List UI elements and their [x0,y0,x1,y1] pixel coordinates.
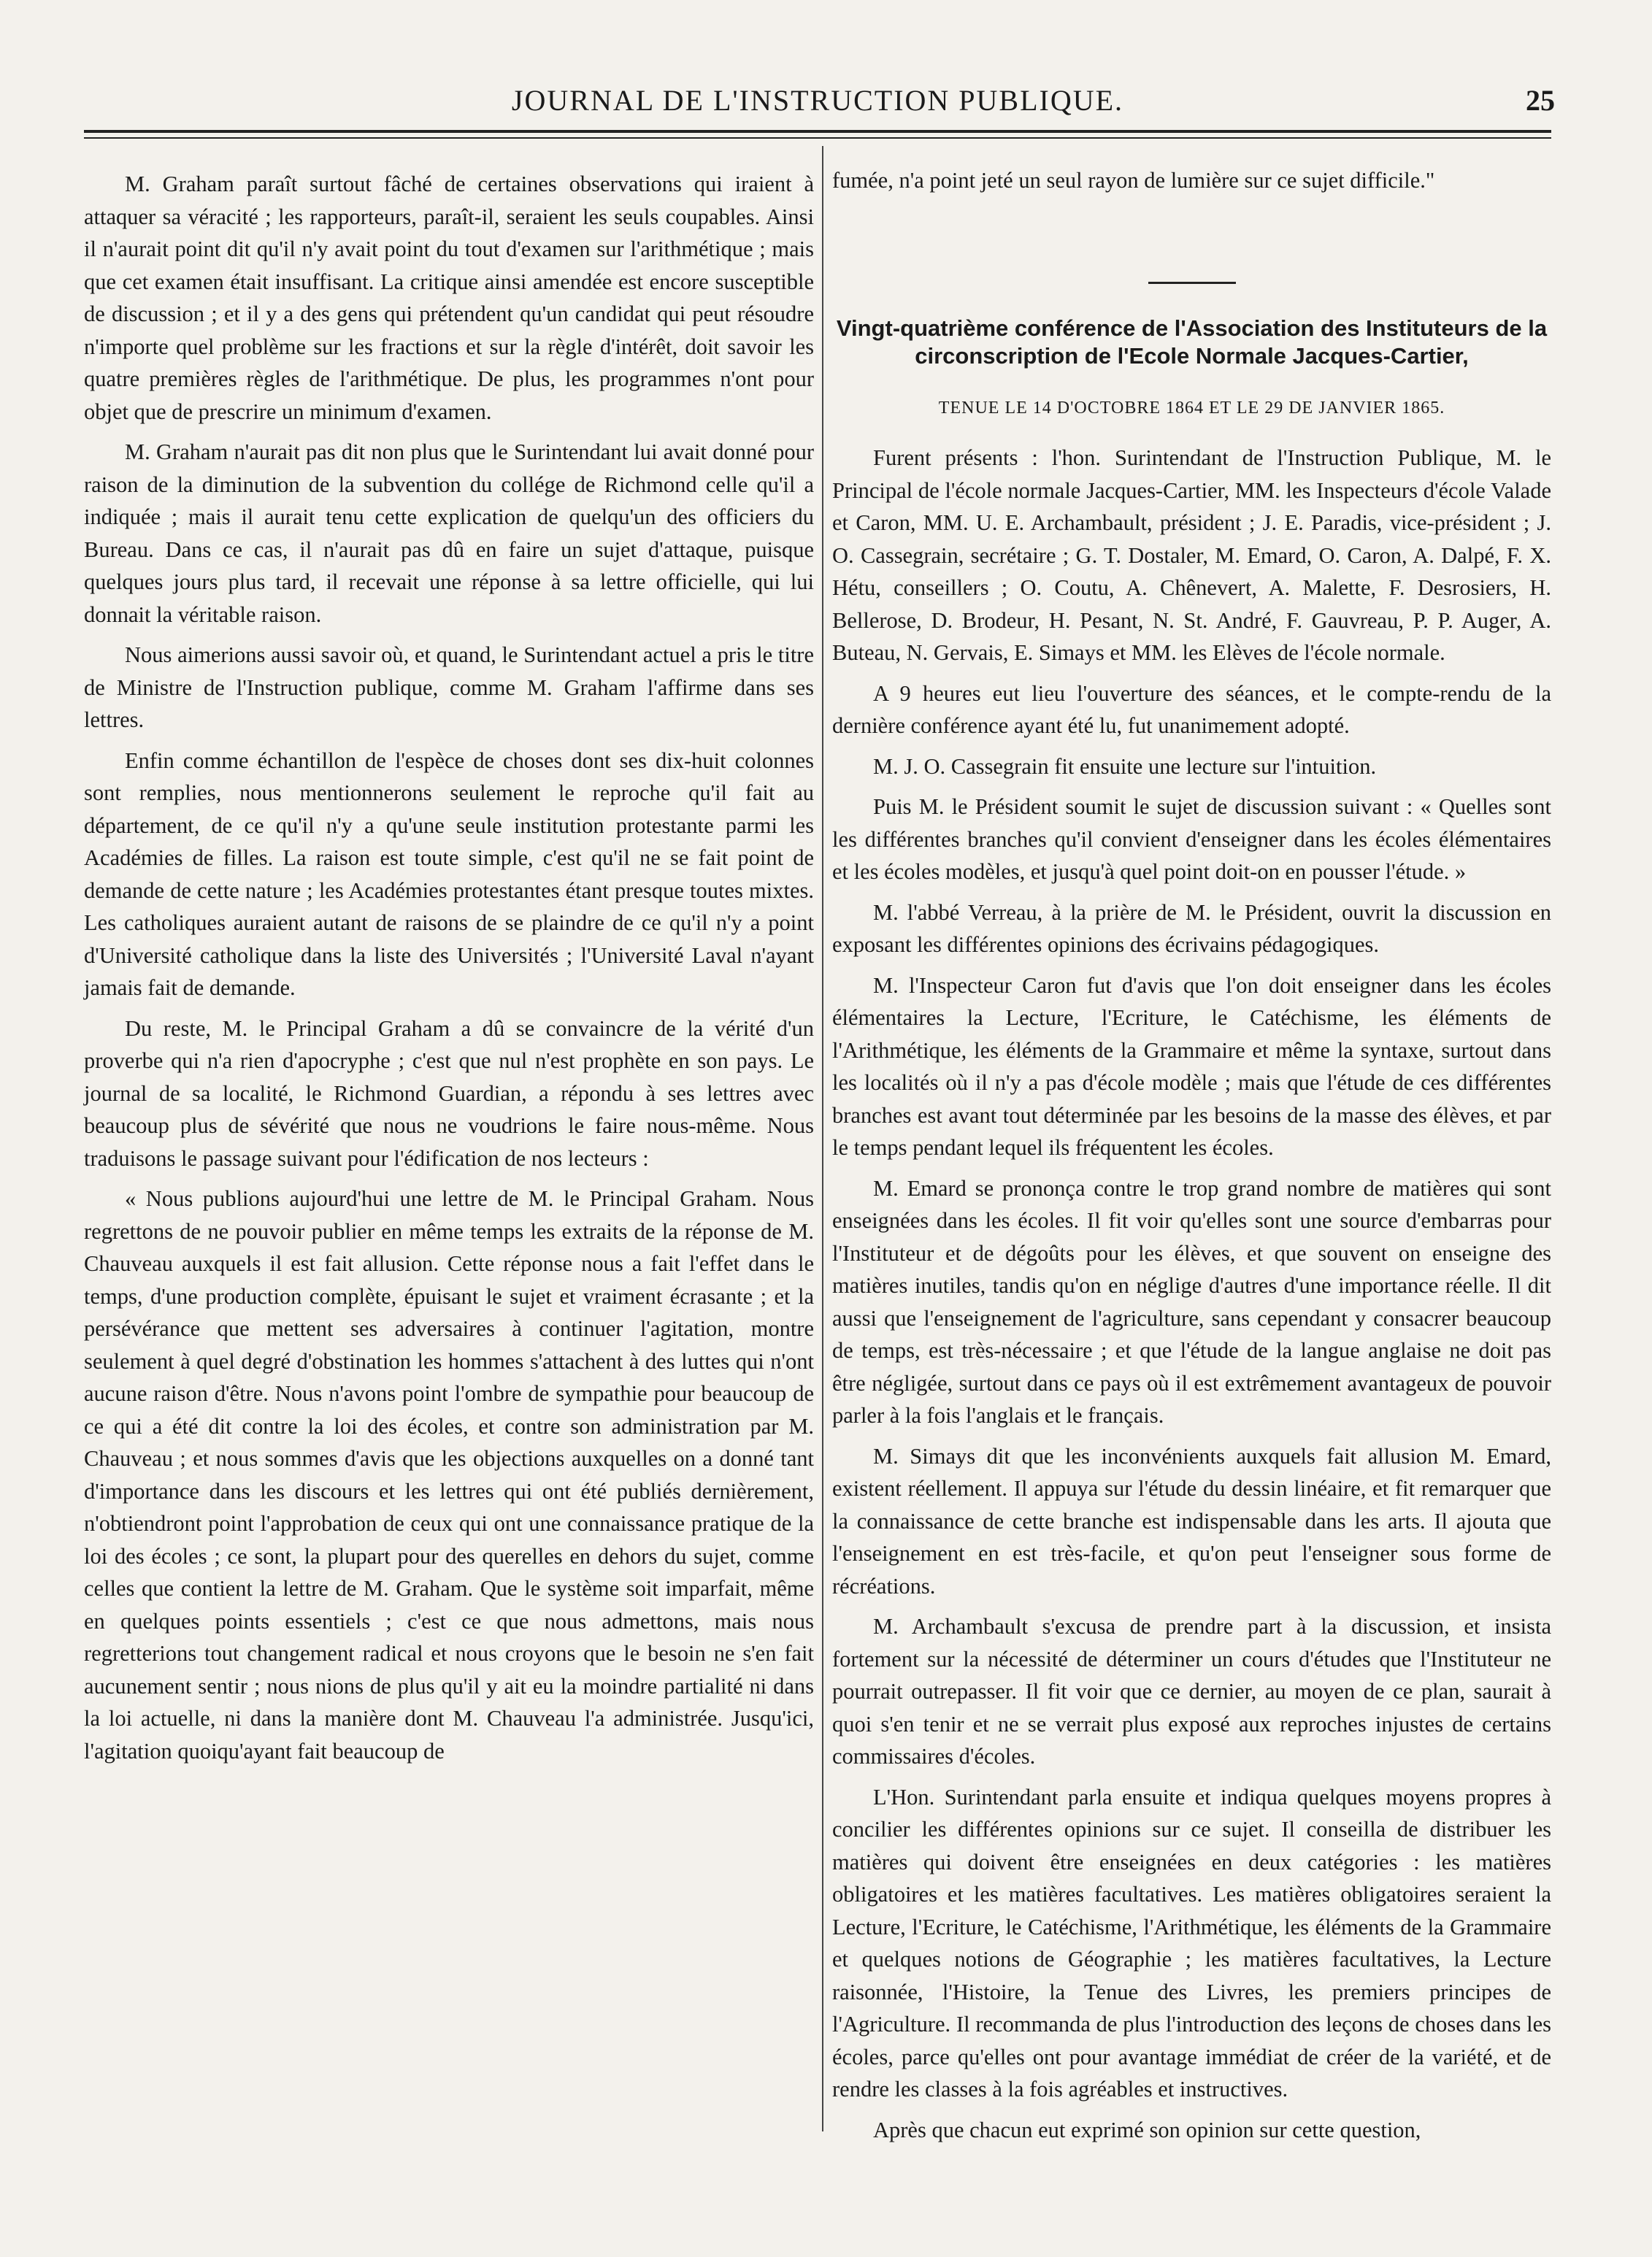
right-column [832,164,1551,2154]
running-title: JOURNAL DE L'INSTRUCTION PUBLIQUE. [511,84,1124,117]
right-paragraph-8: M. Simays dit que les inconvénients auxquels fait allusion M. Emard, existent réellement. Il appuya sur l'étude du dessin linéaire, et fit remarquer que la connaissance de cette branche est indispensable dans les arts. Il ajouta que l'enseignement en est très-facile, et qu'on peut l'enseigner sous forme de récréations. [832,1443,1551,1599]
right-paragraph-11: Après que chacun eut exprimé son opinion sur cette question, [873,2117,1421,2142]
right-paragraph-7: M. Emard se prononça contre le trop grand nombre de matières qui sont enseignées dans les écoles. Il fit voir qu'elles sont une source d'embarras pour l'Instituteur et de dégoûts pour les élèves, et que souvent on enseigne des matières inutiles, tandis qu'on en néglige d'autres d'une importance réelle. Il dit aussi que l'enseignement de l'agriculture, sans cependant y consacrer beaucoup de temps, est très-nécessaire ; et que l'étude de la langue anglaise ne doit pas être négligée, surtout dans ce pays où il est extrêmement avantageux de pouvoir parler à la fois l'anglais et le français. [832,1175,1551,1428]
page-number: 25 [1526,84,1555,117]
conference-title: Vingt-quatrième conférence de l'Association des Instituteurs de la circonscription de l'Ecole Normale Jacques-Cartier, [836,315,1548,369]
page-header [80,79,1555,123]
right-paragraph-10: L'Hon. Surintendant parla ensuite et indiqua quelques moyens propres à concilier les différentes opinions sur ce sujet. Il conseilla de distribuer les matières qui doivent être enseignées en deux catégories : les matières obligatoires et les matières facultatives. Les matières obligatoires seraient la Lecture, l'Ecriture, le Catéchisme, l'Arithmétique, les éléments de la Grammaire et quelques notions de Géographie ; les matières facultatives, la Lecture raisonnée, l'Histoire, la Tenue des Livres, les premiers principes de l'Agriculture. Il recommanda de plus l'introduction des leçons de choses dans les écoles, parce qu'elles ont pour avantage immédiat de créer de la variété, et de rendre les classes à la fois agréables et instructives. [832,1784,1551,2102]
header-rule-thick [84,130,1551,133]
right-paragraph-4: Puis M. le Président soumit le sujet de discussion suivant : « Quelles sont les différentes branches qu'il convient d'enseigner dans les écoles élémentaires et les écoles modèles, et jusqu'à quel point doit-on en pousser l'étude. » [832,794,1551,884]
column-separator [822,146,823,2131]
session-dates: TENUE LE 14 D'OCTOBRE 1864 ET LE 29 DE JANVIER 1865. [938,398,1445,418]
quote-continuation: fumée, n'a point jeté un seul rayon de lumière sur ce sujet difficile." [832,168,1435,193]
left-paragraph-1: M. Graham paraît surtout fâché de certaines observations qui iraient à attaquer sa véracité ; les rapporteurs, paraît-il, seraient les seuls coupables. Ainsi il n'aurait point dit qu'il n'y avait point du tout d'examen sur l'arithmétique ; mais que cet examen était insuffisant. La critique ainsi amendée est encore susceptible de discussion ; et il y a des gens qui prétendent qu'un candidat qui peut résoudre n'importe quel problème sur les fractions et sur la règle d'intérêt, doit savoir les quatre premières règles de l'arithmétique. De plus, les programmes n'ont pour objet que de prescrire un minimum d'examen. [84,172,814,424]
right-paragraph-9: M. Archambault s'excusa de prendre part à la discussion, et insista fortement sur la nécessité de déterminer un cours d'études que l'Instituteur ne pourrait outrepasser. Il fit voir que ce dernier, au moyen de ce plan, saurait à quoi s'en tenir et ne se verrait plus exposé aux reproches injustes de certains commissaires d'écoles. [832,1614,1551,1769]
right-paragraph-5: M. l'abbé Verreau, à la prière de M. le Président, ouvrit la discussion en exposant les différentes opinions des écrivains pédagogiques. [832,899,1551,957]
right-paragraph-3: M. J. O. Cassegrain fit ensuite une lecture sur l'intuition. [873,753,1377,779]
right-paragraph-1: Furent présents : l'hon. Surintendant de l'Instruction Publique, M. le Principal de l'école normale Jacques-Cartier, MM. les Inspecteurs d'école Valade et Caron, MM. U. E. Archambault, président ; J. E. Paradis, vice-président ; J. O. Cassegrain, secrétaire ; G. T. Dostaler, M. Emard, O. Caron, A. Dalpé, F. X. Hétu, conseillers ; O. Coutu, A. Chênevert, A. Malette, F. Desrosiers, H. Bellerose, D. Brodeur, H. Pesant, N. St. André, F. Gauvreau, P. P. Auger, A. Buteau, N. Gervais, E. Simays et MM. les Elèves de l'école normale. [832,445,1551,665]
left-paragraph-4: Enfin comme échantillon de l'espèce de choses dont ses dix-huit colonnes sont remplies, nous mentionnerons seulement le reproche qu'il fait au département, de ce qu'il n'y a qu'une seule institution protestante parmi les Académies de filles. La raison est toute simple, c'est qu'il ne se fait point de demande de cette nature ; les Académies protestantes étant presque toutes mixtes. Les catholiques auraient autant de raisons de se plaindre de ce qu'il n'y a point d'Université catholique dans la liste des Universités ; l'Université Laval n'ayant jamais fait de demande. [84,747,814,1000]
section-divider [1148,282,1236,284]
left-paragraph-6: « Nous publions aujourd'hui une lettre de M. le Principal Graham. Nous regrettons de ne pouvoir publier en même temps les extraits de la réponse de M. Chauveau auxquels il est fait allusion. Cette réponse nous a fait l'effet dans le temps, d'une production complète, épuisant le sujet et vraiment écrasante ; et la persévérance que mettent ses adversaires à continuer l'agitation, montre seulement à quel degré d'obstination les hommes s'attachent à des luttes qui n'ont aucune raison d'être. Nous n'avons point l'ombre de sympathie pour beaucoup de ce qui a été dit contre la loi des écoles, et contre son administration par M. Chauveau ; et nous sommes d'avis que les objections auxquelles on a donné tant d'importance dans les discours et les lettres qui ont été publiés dernièrement, n'obtiendront point l'approbation de ceux qui ont une connaissance pratique de la loi des écoles ; ce sont, la plupart pour des querelles en dehors du sujet, comme celles que contient la lettre de M. Graham. Que le système soit imparfait, même en quelques points essentiels ; c'est ce que nous admettons, mais nous regretterions tout changement radical et nous croyons que le besoin ne s'en fait aucunement sentir ; nous nions de plus qu'il y ait eu la moindre partialité ni dans la loi actuelle, ni dans la manière dont M. Chauveau l'a administrée. Jusqu'ici, l'agitation quoiqu'ayant fait beaucoup de [84,1186,814,1764]
header-rule-thin [84,137,1551,139]
left-paragraph-5: Du reste, M. le Principal Graham a dû se convaincre de la vérité d'un proverbe qui n'a rien d'apocryphe ; c'est que nul n'est prophète en son pays. Le journal de sa localité, le Richmond Guardian, a répondu à ses lettres avec beaucoup plus de sévérité que nous ne voudrions le faire nous-même. Nous traduisons le passage suivant pour l'édification de nos lecteurs : [84,1015,814,1171]
right-paragraph-6: M. l'Inspecteur Caron fut d'avis que l'on doit enseigner dans les écoles élémentaires la Lecture, l'Ecriture, le Catéchisme, les éléments de l'Arithmétique, les éléments de la Grammaire et même la syntaxe, surtout dans les localités où il n'y a pas d'école modèle ; mais que l'étude de ces différentes branches est avant tout déterminée par les besoins de la masse des élèves, et par le temps pendant lequel ils fréquentent les écoles. [832,972,1551,1160]
right-paragraph-2: A 9 heures eut lieu l'ouverture des séances, et le compte-rendu de la dernière conférence ayant été lu, fut unanimement adopté. [832,680,1551,738]
left-paragraph-3: Nous aimerions aussi savoir où, et quand, le Surintendant actuel a pris le titre de Ministre de l'Instruction publique, comme M. Graham l'affirme dans ses lettres. [84,642,814,732]
left-column [84,168,814,1775]
left-paragraph-2: M. Graham n'aurait pas dit non plus que le Surintendant lui avait donné pour raison de la diminution de la subvention du collége de Richmond celle qu'il a indiquée ; mais il aurait tenu cette explication de quelqu'un des officiers du Bureau. Dans ce cas, il n'aurait pas dû en faire un sujet d'attaque, puisque quelques jours plus tard, il recevait une réponse à sa lettre officielle, qui lui donnait la véritable raison. [84,439,814,627]
